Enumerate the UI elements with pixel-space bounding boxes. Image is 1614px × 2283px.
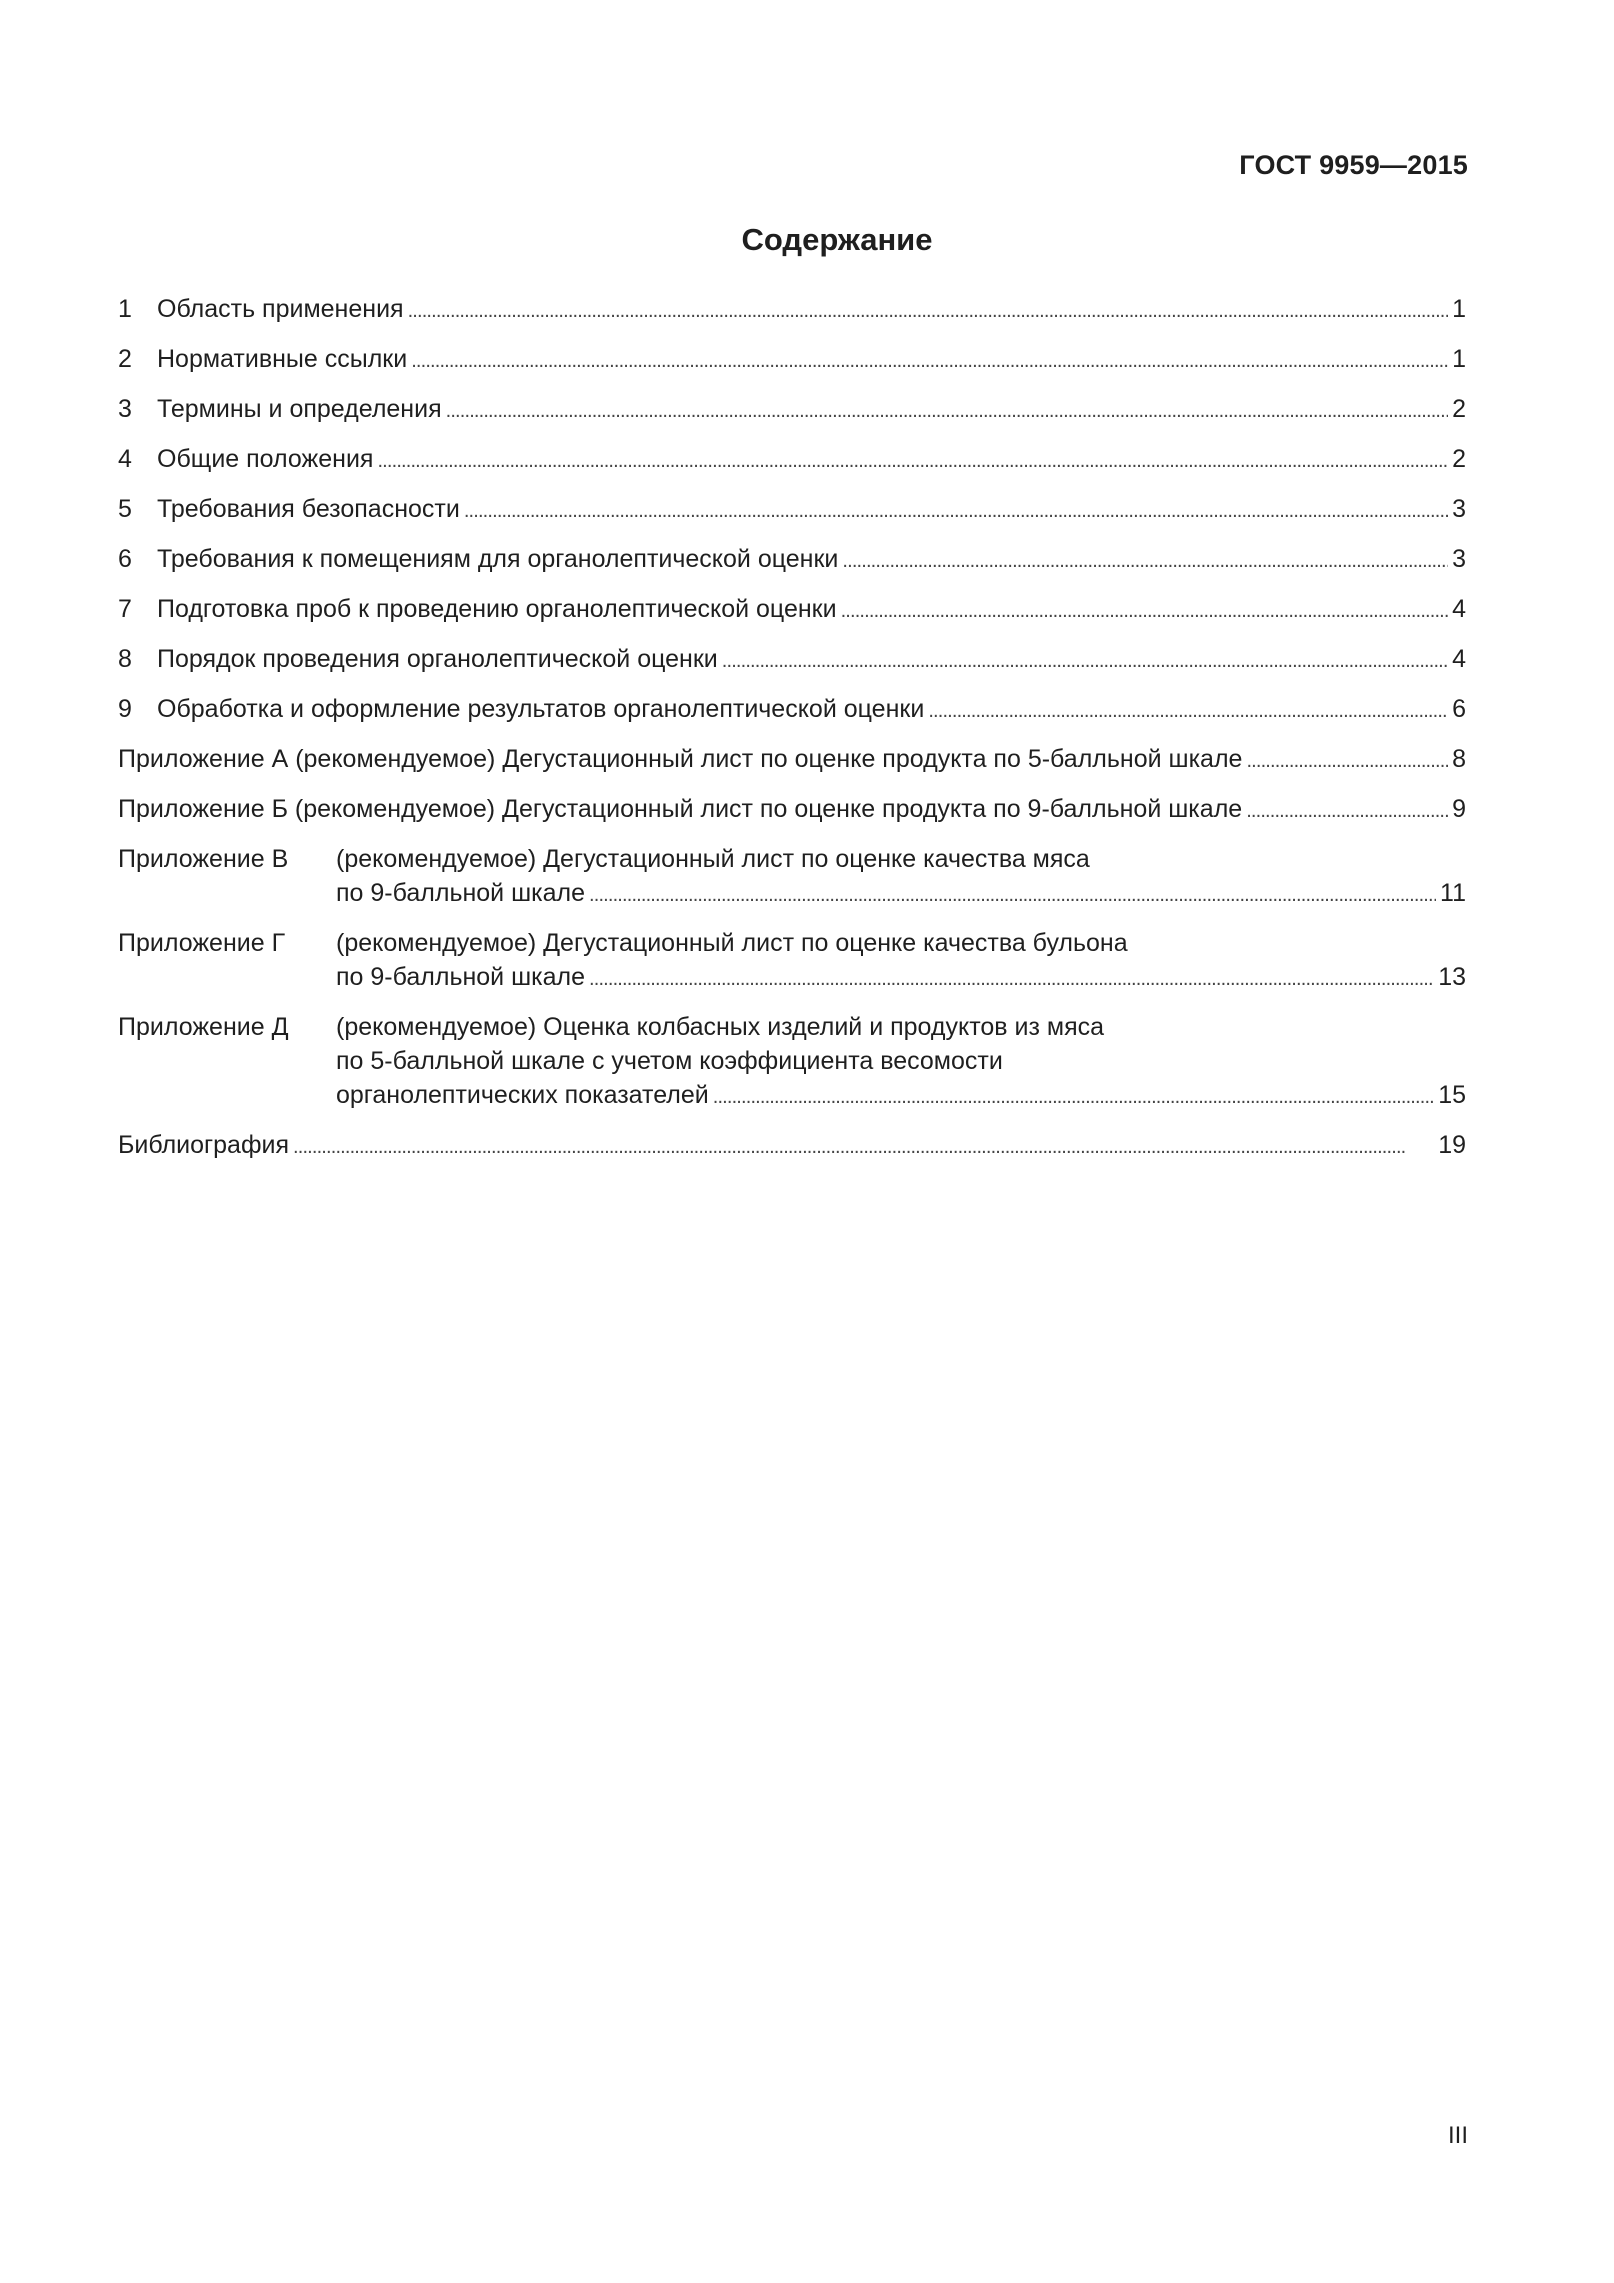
toc-appendix-page: 13 (1438, 963, 1466, 991)
toc-entry[interactable] (118, 442, 1466, 476)
toc-appendix-b[interactable] (118, 792, 1466, 826)
toc-appendix-label: Приложение Б (рекомендуемое) Дегустационный лист по оценке продукта по 9-балльной шкале (118, 795, 1243, 823)
leader-dots (589, 960, 1434, 996)
toc-entry-page: 3 (1452, 545, 1466, 573)
toc-entry-label: Термины и определения (157, 395, 442, 423)
toc-entry-label: Нормативные ссылки (157, 345, 408, 373)
toc-entry-number: 5 (118, 495, 132, 523)
toc-appendix-label: (рекомендуемое) Оценка колбасных изделий и продуктов из мяса (336, 1013, 1105, 1041)
toc-appendix-prefix: Приложение Г (118, 929, 286, 957)
toc-entry[interactable] (118, 292, 1466, 326)
toc-appendix-d[interactable] (118, 1010, 1466, 1112)
toc-entry[interactable] (118, 642, 1466, 676)
toc-appendix-page: 9 (1452, 795, 1466, 823)
toc-appendix-page: 15 (1438, 1081, 1466, 1109)
toc-appendix-label-cont: по 9-балльной шкале (336, 879, 586, 907)
toc-appendix-g[interactable] (118, 926, 1466, 994)
toc-entry-label: Подготовка проб к проведению органолептической оценки (157, 595, 837, 623)
toc-entry-label: Общие положения (157, 445, 374, 473)
toc-appendix-label-cont: по 9-балльной шкале (336, 963, 586, 991)
toc-entry[interactable] (118, 592, 1466, 626)
page-number: III (1447, 2122, 1468, 2149)
toc-entry[interactable] (118, 392, 1466, 426)
toc-entry-number: 8 (118, 645, 132, 673)
toc-entry-label: Требования безопасности (157, 495, 460, 523)
toc-bibliography[interactable] (118, 1128, 1466, 1162)
leader-dots (928, 692, 1448, 728)
toc-appendix-label: (рекомендуемое) Дегустационный лист по оценке качества бульона (336, 929, 1128, 957)
toc-entry-page: 2 (1452, 395, 1466, 423)
standard-designation: ГОСТ 9959—2015 (1239, 150, 1468, 180)
leader-dots (377, 442, 1448, 478)
toc-appendix-label: (рекомендуемое) Дегустационный лист по оценке качества мяса (336, 845, 1090, 873)
leader-dots (722, 642, 1448, 678)
leader-dots (446, 392, 1448, 428)
toc-appendix-label: Приложение А (рекомендуемое) Дегустационный лист по оценке продукта по 5-балльной шкале (118, 745, 1243, 773)
table-of-contents (118, 292, 1466, 1178)
leader-dots (464, 492, 1448, 528)
toc-appendix-label-cont: по 5-балльной шкале с учетом коэффициента весомости (336, 1047, 1003, 1075)
toc-bibliography-label: Библиография (118, 1131, 290, 1159)
toc-entry-label: Требования к помещениям для органолептической оценки (157, 545, 839, 573)
toc-appendix-a[interactable] (118, 742, 1466, 776)
toc-entry-page: 1 (1452, 295, 1466, 323)
toc-entry-number: 4 (118, 445, 132, 473)
leader-dots (293, 1128, 1434, 1164)
leader-dots (411, 342, 1448, 378)
leader-dots (1246, 742, 1448, 778)
toc-entry-page: 6 (1452, 695, 1466, 723)
toc-entry-page: 3 (1452, 495, 1466, 523)
toc-appendix-page: 11 (1440, 879, 1466, 907)
toc-entry-page: 1 (1452, 345, 1466, 373)
toc-entry-label: Обработка и оформление результатов органолептической оценки (157, 695, 925, 723)
leader-dots (589, 876, 1436, 912)
toc-appendix-page: 8 (1452, 745, 1466, 773)
toc-entry-number: 6 (118, 545, 132, 573)
toc-entry[interactable] (118, 542, 1466, 576)
leader-dots (841, 592, 1449, 628)
toc-appendix-prefix: Приложение В (118, 845, 289, 873)
toc-entry-number: 3 (118, 395, 132, 423)
toc-entry[interactable] (118, 492, 1466, 526)
toc-entry-number: 7 (118, 595, 132, 623)
toc-appendix-prefix: Приложение Д (118, 1013, 289, 1041)
page-title: Содержание (741, 222, 933, 257)
leader-dots (842, 542, 1448, 578)
toc-entry[interactable] (118, 692, 1466, 726)
toc-entry-page: 4 (1452, 645, 1466, 673)
toc-entry-number: 2 (118, 345, 132, 373)
toc-entry-number: 1 (118, 295, 132, 323)
toc-entry-label: Область применения (157, 295, 404, 323)
toc-entry[interactable] (118, 342, 1466, 376)
leader-dots (713, 1078, 1434, 1114)
toc-entry-page: 4 (1452, 595, 1466, 623)
toc-entry-number: 9 (118, 695, 132, 723)
toc-entry-label: Порядок проведения органолептической оценки (157, 645, 718, 673)
toc-appendix-label-cont: органолептических показателей (336, 1081, 709, 1109)
toc-appendix-v[interactable] (118, 842, 1466, 910)
leader-dots (1246, 792, 1448, 828)
leader-dots (408, 292, 1449, 328)
toc-entry-page: 2 (1452, 445, 1466, 473)
toc-bibliography-page: 19 (1438, 1131, 1466, 1159)
